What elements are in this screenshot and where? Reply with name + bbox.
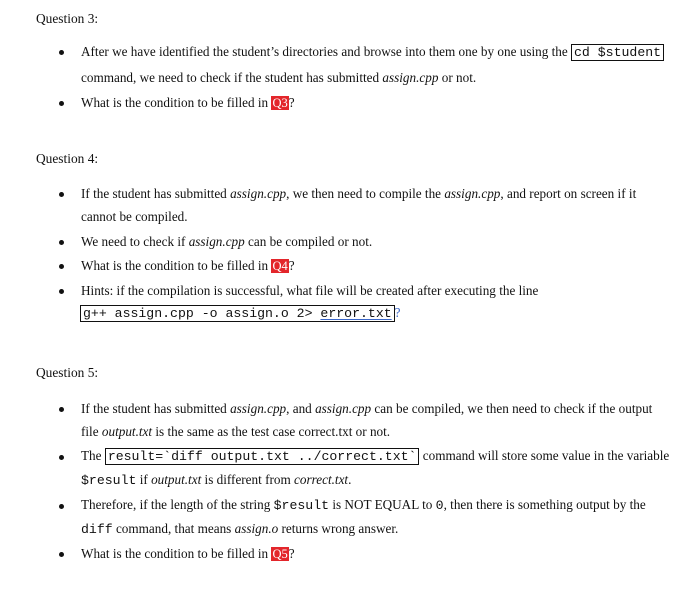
filename: assign.cpp [230, 401, 287, 416]
q5-tag: Q5 [272, 547, 288, 561]
text: , and report on screen if it [500, 186, 637, 201]
q3-tag: Q3 [272, 96, 288, 110]
filename: assign.cpp [315, 401, 372, 416]
text: . [348, 472, 352, 487]
filename: correct.txt [294, 472, 349, 487]
q5-bullet-3-line-2 [81, 521, 398, 537]
bullet [59, 552, 64, 557]
filename: output.txt [151, 472, 202, 487]
q4-bullet-1-line-2: cannot be compiled. [81, 209, 188, 224]
filename: assign.o [234, 521, 279, 536]
filename: assign.cpp [230, 186, 287, 201]
question-5-heading: Question 5: [36, 365, 99, 380]
bullet [59, 192, 64, 197]
text: ? [288, 95, 295, 110]
text: ? [288, 258, 295, 273]
q3-bullet-1-line-2 [81, 70, 476, 86]
text: We need to check if [81, 234, 189, 249]
text: What is the condition to be filled in [81, 546, 272, 561]
text: What is the condition to be filled in [81, 95, 272, 110]
bullet [59, 264, 64, 269]
q5-bullet-1-line-1 [81, 401, 652, 417]
q4-bullet-3 [81, 258, 295, 274]
bullet [59, 504, 64, 509]
diff-code: diff [81, 522, 113, 537]
zero-code: 0 [435, 498, 444, 513]
bullet [59, 289, 64, 294]
q4-tag: Q4 [272, 259, 288, 273]
q5-bullet-3-line-1 [81, 497, 646, 513]
q4-bullet-1-line-1 [81, 186, 636, 202]
text: , and [286, 401, 316, 416]
text: What is the condition to be filled in [81, 258, 272, 273]
diff-command-code: result=`diff output.txt ../correct.txt` [105, 448, 420, 465]
text: file [81, 424, 102, 439]
text: if [136, 472, 152, 487]
q3-bullet-1-line-1 [81, 44, 664, 60]
filename: assign.cpp [188, 234, 245, 249]
bullet [59, 50, 64, 55]
text: command, that means [112, 521, 235, 536]
text: can be compiled or not. [244, 234, 373, 249]
q4-bullet-4-line-2 [80, 305, 401, 321]
code: g++ assign.cpp -o assign.o 2> [83, 306, 321, 321]
filename: output.txt [101, 424, 153, 439]
filename: assign.cpp [444, 186, 501, 201]
q5-bullet-2-line-1 [81, 448, 669, 464]
q5-bullet-4 [81, 546, 295, 562]
error-txt: error.txt [320, 306, 392, 321]
q4-bullet-4-line-1: Hints: if the compilation is successful, what file will be created after executing the line [81, 283, 539, 298]
question-4-heading: Question 4: [36, 151, 99, 166]
text: ? [394, 305, 401, 320]
cd-student-code: cd $student [571, 44, 664, 61]
text: is different from [201, 472, 295, 487]
q5-bullet-1-line-2 [81, 424, 390, 440]
text: can be compiled, we then need to check if the output [371, 401, 653, 416]
result-var: $result [81, 473, 137, 488]
q5-bullet-2-line-2 [81, 472, 351, 488]
text: ? [288, 546, 295, 561]
bullet [59, 455, 64, 460]
bullet [59, 101, 64, 106]
compile-command-code [80, 305, 395, 322]
text: , we then need to compile the [286, 186, 445, 201]
result-var: $result [273, 498, 330, 513]
text: is NOT EQUAL to [329, 497, 436, 512]
text: After we have identified the student’s directories and browse into them one by one using the [81, 44, 572, 59]
text: Therefore, if the length of the string [81, 497, 274, 512]
text: is the same as the test case correct.txt or not. [152, 424, 391, 439]
text: If the student has submitted [81, 186, 231, 201]
bullet [59, 407, 64, 412]
q3-bullet-2 [81, 95, 295, 111]
filename: assign.cpp [382, 70, 439, 85]
bullet [59, 240, 64, 245]
q4-bullet-2 [81, 234, 372, 250]
text: returns wrong answer. [278, 521, 399, 536]
text: The [81, 448, 105, 463]
text: , then there is something output by the [443, 497, 646, 512]
text: command, we need to check if the student has submitted [81, 70, 383, 85]
question-3-heading: Question 3: [36, 11, 99, 26]
text: command will store some value in the variable [419, 448, 670, 463]
text: or not. [438, 70, 477, 85]
text: If the student has submitted [81, 401, 231, 416]
